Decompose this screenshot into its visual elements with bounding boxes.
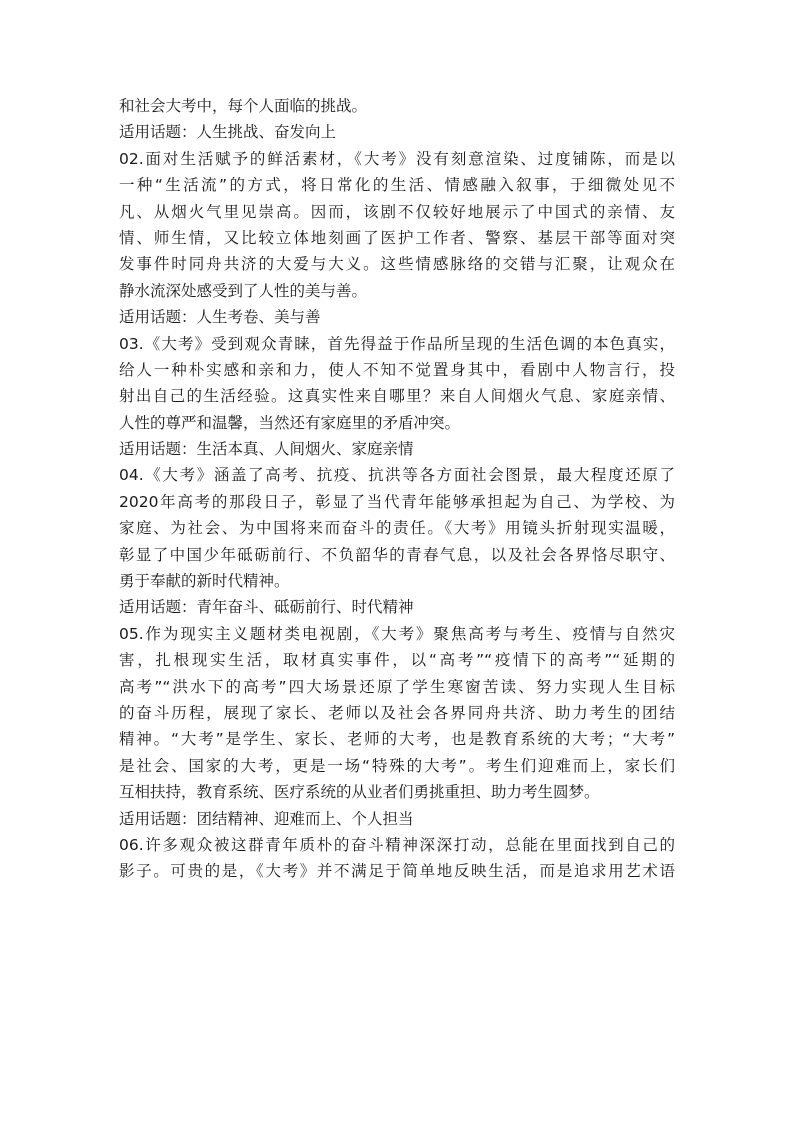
text-line: 2020年高考的那段日子，彰显了当代青年能够承担起为自己、为学校、为: [119, 492, 675, 511]
text-line: 06.许多观众被这群青年质朴的奋斗精神深深打动，总能在里面找到自己的: [119, 835, 675, 854]
text-line: 勇于奉献的新时代精神。: [119, 572, 290, 591]
text-line: 给人一种朴实感和亲和力，使人不知不觉置身其中，看剧中人物言行，投: [119, 360, 675, 379]
text-line: 精神。“大考”是学生、家长、老师的大考，也是教育系统的大考；“大考”: [119, 730, 675, 749]
topic-line: 适用话题：人生考卷、美与善: [119, 308, 321, 327]
text-line: 人性的尊严和温馨，当然还有家庭里的矛盾冲突。: [119, 413, 461, 432]
text-line: 射出自己的生活经验。这真实性来自哪里？来自人间烟火气息、家庭亲情、: [119, 387, 675, 406]
text-line: 情、师生情，又比较立体地刻画了医护工作者、警察、基层干部等面对突: [119, 228, 675, 247]
text-line: 一种“生活流”的方式，将日常化的生活、情感融入叙事，于细微处见不: [119, 176, 675, 195]
text-line: 04.《大考》涵盖了高考、抗疫、抗洪等各方面社会图景，最大程度还原了: [119, 466, 675, 485]
topic-line: 适用话题：团结精神、迎难而上、个人担当: [119, 809, 414, 828]
text-line: 高考”“洪水下的高考”四大场景还原了学生寒窗苦读、努力实现人生目标: [119, 677, 675, 696]
text-line: 静水流深处感受到了人性的美与善。: [119, 281, 368, 300]
text-line: 害，扎根现实生活，取材真实事件，以“高考”“疫情下的高考”“延期的: [119, 651, 675, 670]
text-line: 互相扶持，教育系统、医疗系统的从业者们勇挑重担、助力考生圆梦。: [119, 783, 600, 802]
text-line: 彰显了中国少年砥砺前行、不负韶华的青春气息，以及社会各界恪尽职守、: [119, 545, 675, 564]
text-line: 和社会大考中，每个人面临的挑战。: [119, 97, 368, 115]
topic-line: 适用话题：青年奋斗、砥砺前行、时代精神: [119, 598, 414, 617]
text-line: 凡、从烟火气里见崇高。因而，该剧不仅较好地展示了中国式的亲情、友: [119, 202, 675, 221]
text-line: 影子。可贵的是，《大考》并不满足于简单地反映生活，而是追求用艺术语: [119, 862, 675, 881]
text-line: 03.《大考》受到观众青睐，首先得益于作品所呈现的生活色调的本色真实，: [119, 334, 675, 353]
text-line: 05.作为现实主义题材类电视剧，《大考》聚焦高考与考生、疫情与自然灾: [119, 624, 675, 643]
text-line: 家庭、为社会、为中国将来而奋斗的责任。《大考》用镜头折射现实温暖，: [119, 519, 675, 538]
text-line: 是社会、国家的大考，更是一场“特殊的大考”。考生们迎难而上，家长们: [119, 756, 675, 775]
document-body: [119, 93, 675, 885]
text-line: 发事件时同舟共济的大爱与大义。这些情感脉络的交错与汇聚，让观众在: [119, 255, 675, 274]
text-line: 的奋斗历程，展现了家长、老师以及社会各界同舟共济、助力考生的团结: [119, 703, 675, 722]
topic-line: 适用话题：人生挑战、奋发向上: [119, 123, 337, 142]
text-line: 02.面对生活赋予的鲜活素材，《大考》没有刻意渲染、过度铺陈，而是以: [119, 149, 675, 168]
topic-line: 适用话题：生活本真、人间烟火、家庭亲情: [119, 440, 414, 459]
